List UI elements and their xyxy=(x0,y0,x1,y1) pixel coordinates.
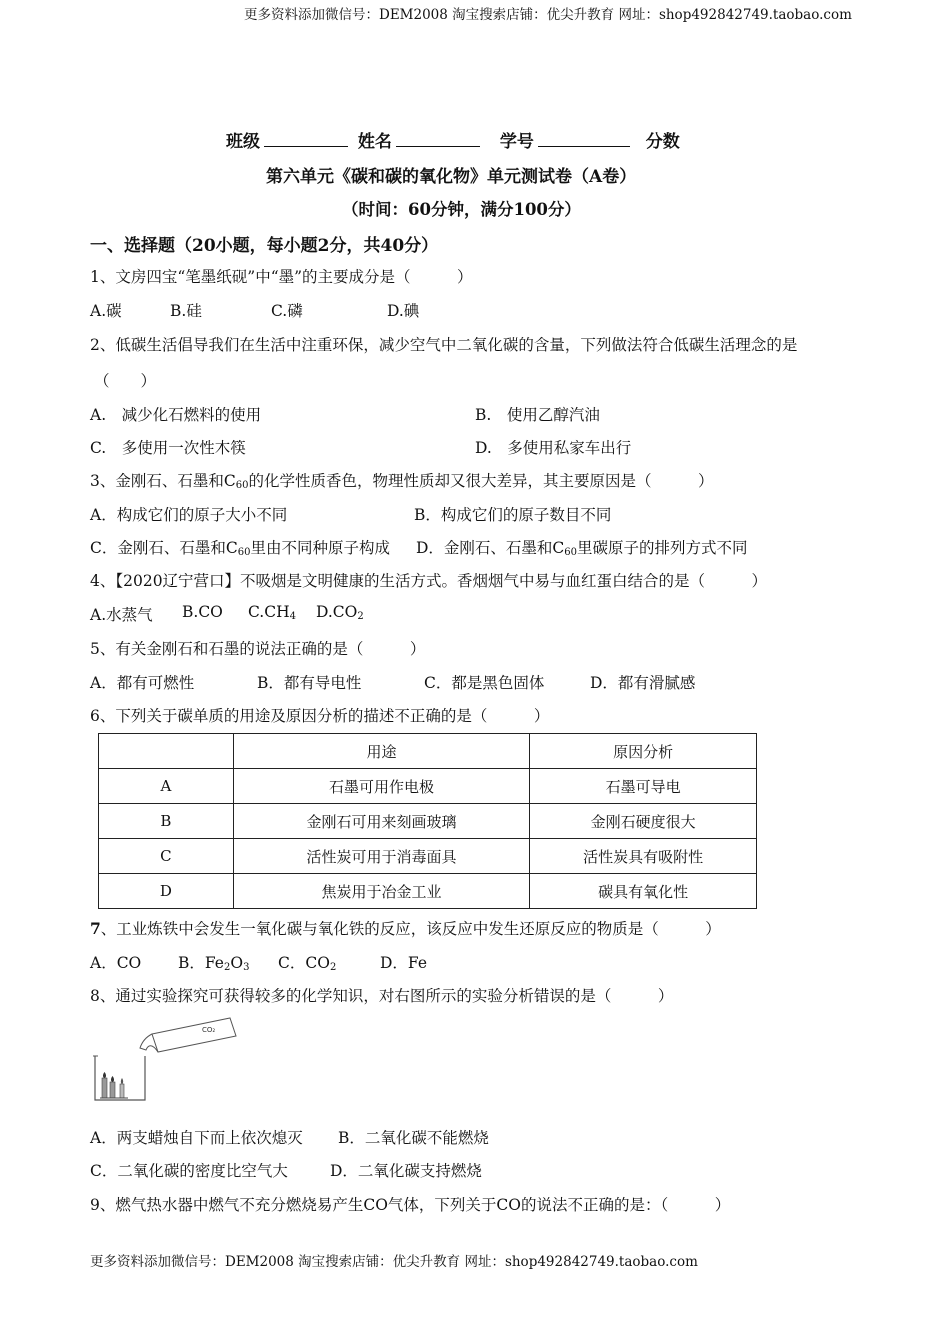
q2-paren: （ ） xyxy=(94,372,157,390)
q2-option-d: D. 多使用私家车出行 xyxy=(475,439,632,457)
table-header-cell xyxy=(99,734,234,769)
table-cell: A xyxy=(99,769,234,804)
q1-option-d: D.碘 xyxy=(387,302,420,320)
q3-option-a: A．构成它们的原子大小不同 xyxy=(90,506,288,524)
q8-option-c: C．二氧化碳的密度比空气大 xyxy=(90,1162,288,1180)
q8-option-d: D．二氧化碳支持燃烧 xyxy=(330,1162,482,1180)
q7-stem: 7、工业炼铁中会发生一氧化碳与氧化铁的反应，该反应中发生还原反应的物质是（ ） xyxy=(90,919,721,938)
q1-option-c: C.磷 xyxy=(271,302,303,320)
class-blank[interactable] xyxy=(264,130,348,147)
q1-option-a: A.碳 xyxy=(90,302,122,320)
q3-option-b: B．构成它们的原子数目不同 xyxy=(414,506,612,524)
q7-option-c: C．$CO_2$ xyxy=(278,954,337,973)
table-cell: 金刚石可用来刻画玻璃 xyxy=(233,804,530,839)
q2-option-a: A. 减少化石燃料的使用 xyxy=(90,406,262,424)
q5-option-b: B．都有导电性 xyxy=(257,674,362,692)
score-label: 分数 xyxy=(645,132,680,152)
table-header-cell: 原因分析 xyxy=(530,734,757,769)
q5-stem: 5、有关金刚石和石墨的说法正确的是（ ） xyxy=(90,640,426,658)
q8-option-a: A．两支蜡烛自下而上依次熄灭 xyxy=(90,1129,303,1147)
table-cell: D xyxy=(99,874,234,909)
q7-option-a: A．CO xyxy=(90,954,142,972)
q2-stem: 2、低碳生活倡导我们在生活中注重环保，减少空气中二氧化碳的含量，下列做法符合低碳生活理念的是 xyxy=(90,336,798,354)
class-label: 班级 xyxy=(226,132,260,152)
q4-option-b: B.CO xyxy=(182,603,223,621)
q5-option-d: D．都有滑腻感 xyxy=(590,674,696,692)
table-cell: 金刚石硬度很大 xyxy=(530,804,757,839)
q5-option-a: A．都有可燃性 xyxy=(90,674,195,692)
q5-option-c: C．都是黑色固体 xyxy=(424,674,545,692)
table-cell: B xyxy=(99,804,234,839)
table-cell: 焦炭用于冶金工业 xyxy=(233,874,530,909)
table-row xyxy=(99,839,757,874)
page-footer: 更多资料添加微信号：DEM2008 淘宝搜索店铺：优尖升教育 网址：shop492842749.taobao.com xyxy=(90,1254,698,1270)
table-cell: 石墨可导电 xyxy=(530,769,757,804)
q8-option-b: B．二氧化碳不能燃烧 xyxy=(338,1129,489,1147)
q6-stem: 6、下列关于碳单质的用途及原因分析的描述不正确的是（ ） xyxy=(90,707,550,725)
table-cell: 碳具有氧化性 xyxy=(530,874,757,909)
q3-option-c: C．金刚石、石墨和$C_{60}$里由不同种原子构成 xyxy=(90,539,390,558)
table-cell: 活性炭可用于消毒面具 xyxy=(233,839,530,874)
q4-option-a: A.水蒸气 xyxy=(90,606,153,624)
q6-table xyxy=(98,733,757,909)
q7-option-d: D．Fe xyxy=(380,954,428,972)
q2-option-c: C. 多使用一次性木筷 xyxy=(90,439,246,457)
table-header-cell: 用途 xyxy=(233,734,530,769)
co2-beaker-experiment-figure xyxy=(90,1012,250,1104)
table-cell: 石墨可用作电极 xyxy=(233,769,530,804)
q4-option-d: $D.CO_2$ xyxy=(316,603,364,622)
table-row xyxy=(99,804,757,839)
q1-stem: 1、文房四宝“笔墨纸砚”中“墨”的主要成分是（ ） xyxy=(90,268,473,286)
q9-stem: 9、燃气热水器中燃气不充分燃烧易产生CO气体，下列关于CO的说法不正确的是：（ ） xyxy=(90,1196,731,1214)
number-label: 学号 xyxy=(499,132,534,152)
section-heading: 一、选择题（20小题，每小题2分，共40分） xyxy=(90,236,439,256)
table-header-row xyxy=(99,734,757,769)
number-blank[interactable] xyxy=(538,130,630,147)
table-row xyxy=(99,874,757,909)
q4-option-c: $C.CH_4$ xyxy=(248,603,296,622)
q1-option-b: B.硅 xyxy=(170,302,202,320)
table-cell: 活性炭具有吸附性 xyxy=(530,839,757,874)
q7-option-b: B．$Fe_2O_3$ xyxy=(178,954,250,973)
page-title: 第六单元《碳和碳的氧化物》单元测试卷（A卷） xyxy=(266,167,637,187)
table-cell: C xyxy=(99,839,234,874)
name-label: 姓名 xyxy=(357,132,392,152)
q8-stem: 8、通过实验探究可获得较多的化学知识，对右图所示的实验分析错误的是（ ） xyxy=(90,987,674,1005)
table-row xyxy=(99,769,757,804)
q4-stem: 4、【2020辽宁营口】不吸烟是文明健康的生活方式。香烟烟气中易与血红蛋白结合的是（ ） xyxy=(90,572,768,590)
q3-stem: 3、金刚石、石墨和$C_{60}$的化学性质香色，物理性质却又很大差异，其主要原因是（ ） xyxy=(90,472,714,491)
page-subtitle: （时间：60分钟，满分100分） xyxy=(342,200,581,219)
name-blank[interactable] xyxy=(396,130,480,147)
co2-label: CO₂ xyxy=(202,1026,216,1034)
page-header: 更多资料添加微信号：DEM2008 淘宝搜索店铺：优尖升教育 网址：shop492842749.taobao.com xyxy=(244,7,852,23)
q3-option-d: D．金刚石、石墨和$C_{60}$里碳原子的排列方式不同 xyxy=(416,539,748,558)
q2-option-b: B. 使用乙醇汽油 xyxy=(475,406,600,424)
student-info-line xyxy=(226,127,680,152)
